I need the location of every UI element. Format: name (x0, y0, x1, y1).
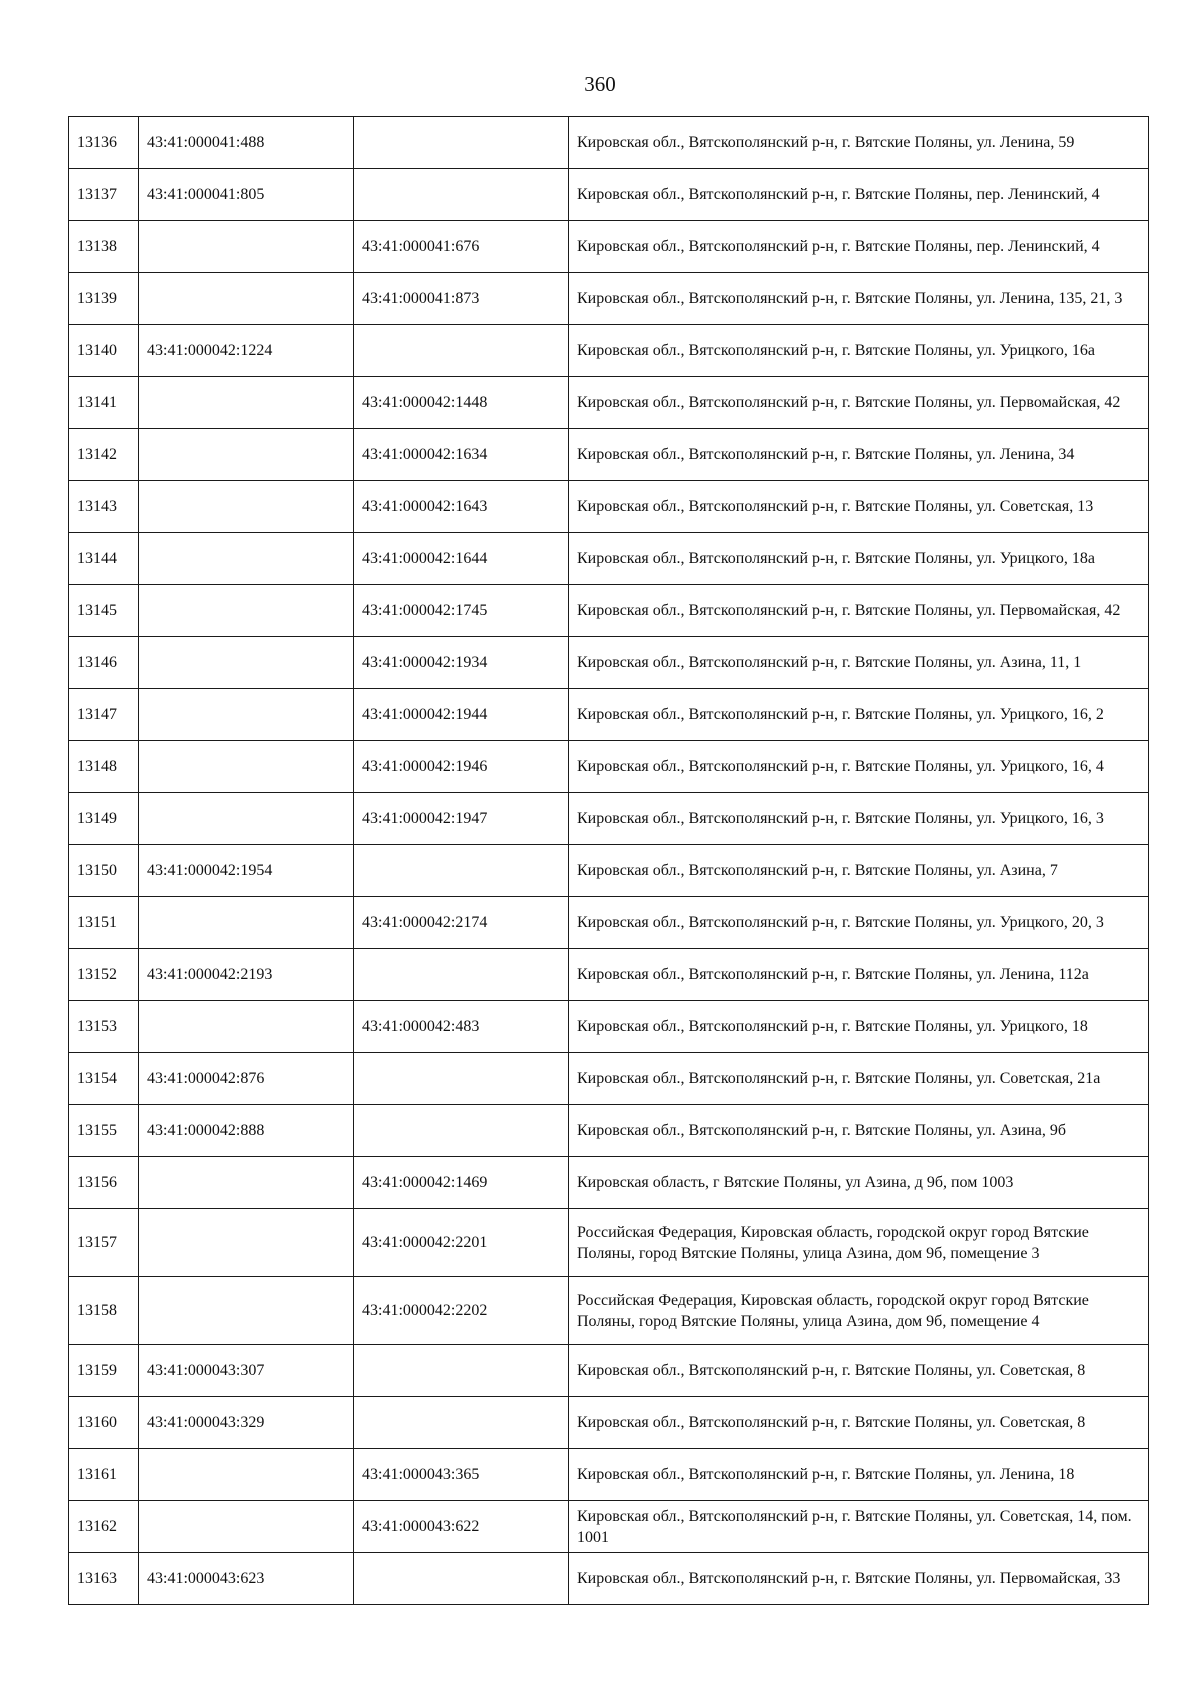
object-cadastral-number-cell (354, 845, 569, 897)
row-number-cell: 13148 (69, 741, 139, 793)
land-cadastral-number-cell (139, 585, 354, 637)
object-cadastral-number-cell: 43:41:000043:365 (354, 1449, 569, 1501)
table-row (69, 949, 1149, 1001)
object-cadastral-number-cell: 43:41:000041:676 (354, 221, 569, 273)
land-cadastral-number-cell (139, 689, 354, 741)
row-number-cell: 13140 (69, 325, 139, 377)
row-number-cell: 13137 (69, 169, 139, 221)
table-row (69, 1501, 1149, 1553)
object-cadastral-number-cell: 43:41:000042:1944 (354, 689, 569, 741)
address-cell: Кировская обл., Вятскополянский р-н, г. Вятские Поляны, пер. Ленинский, 4 (569, 169, 1149, 221)
land-cadastral-number-cell (139, 1157, 354, 1209)
table-row (69, 377, 1149, 429)
table-row (69, 169, 1149, 221)
table-row (69, 585, 1149, 637)
object-cadastral-number-cell: 43:41:000042:1643 (354, 481, 569, 533)
address-cell: Кировская обл., Вятскополянский р-н, г. Вятские Поляны, ул. Азина, 9б (569, 1105, 1149, 1157)
land-cadastral-number-cell: 43:41:000043:329 (139, 1397, 354, 1449)
address-cell: Российская Федерация, Кировская область, городской округ город Вятские Поляны, город Вятские Поляны, улица Азина, дом 9б, помещение 3 (569, 1209, 1149, 1277)
object-cadastral-number-cell: 43:41:000042:1947 (354, 793, 569, 845)
row-number-cell: 13161 (69, 1449, 139, 1501)
object-cadastral-number-cell (354, 169, 569, 221)
row-number-cell: 13158 (69, 1277, 139, 1345)
row-number-cell: 13154 (69, 1053, 139, 1105)
row-number-cell: 13157 (69, 1209, 139, 1277)
row-number-cell: 13162 (69, 1501, 139, 1553)
table-row (69, 793, 1149, 845)
address-cell: Кировская обл., Вятскополянский р-н, г. Вятские Поляны, ул. Первомайская, 42 (569, 377, 1149, 429)
address-cell: Кировская обл., Вятскополянский р-н, г. Вятские Поляны, ул. Первомайская, 33 (569, 1553, 1149, 1605)
address-cell: Кировская обл., Вятскополянский р-н, г. Вятские Поляны, ул. Урицкого, 18 (569, 1001, 1149, 1053)
table-row (69, 897, 1149, 949)
row-number-cell: 13163 (69, 1553, 139, 1605)
address-cell: Кировская обл., Вятскополянский р-н, г. Вятские Поляны, ул. Советская, 8 (569, 1397, 1149, 1449)
object-cadastral-number-cell: 43:41:000042:2201 (354, 1209, 569, 1277)
object-cadastral-number-cell: 43:41:000042:483 (354, 1001, 569, 1053)
object-cadastral-number-cell (354, 325, 569, 377)
address-cell: Кировская обл., Вятскополянский р-н, г. Вятские Поляны, ул. Ленина, 112а (569, 949, 1149, 1001)
object-cadastral-number-cell: 43:41:000042:1946 (354, 741, 569, 793)
row-number-cell: 13142 (69, 429, 139, 481)
land-cadastral-number-cell: 43:41:000043:307 (139, 1345, 354, 1397)
object-cadastral-number-cell: 43:41:000042:1934 (354, 637, 569, 689)
row-number-cell: 13143 (69, 481, 139, 533)
row-number-cell: 13139 (69, 273, 139, 325)
address-cell: Кировская обл., Вятскополянский р-н, г. Вятские Поляны, ул. Урицкого, 16, 3 (569, 793, 1149, 845)
object-cadastral-number-cell (354, 1553, 569, 1605)
table-row (69, 845, 1149, 897)
object-cadastral-number-cell: 43:41:000042:1448 (354, 377, 569, 429)
table-row (69, 741, 1149, 793)
object-cadastral-number-cell (354, 1345, 569, 1397)
table-row (69, 1277, 1149, 1345)
registry-table (68, 116, 1149, 1605)
row-number-cell: 13146 (69, 637, 139, 689)
object-cadastral-number-cell: 43:41:000043:622 (354, 1501, 569, 1553)
address-cell: Кировская обл., Вятскополянский р-н, г. Вятские Поляны, ул. Ленина, 135, 21, 3 (569, 273, 1149, 325)
table-row (69, 1001, 1149, 1053)
row-number-cell: 13144 (69, 533, 139, 585)
object-cadastral-number-cell (354, 949, 569, 1001)
address-cell: Кировская обл., Вятскополянский р-н, г. Вятские Поляны, ул. Урицкого, 18а (569, 533, 1149, 585)
land-cadastral-number-cell (139, 1001, 354, 1053)
land-cadastral-number-cell (139, 273, 354, 325)
object-cadastral-number-cell: 43:41:000042:1634 (354, 429, 569, 481)
land-cadastral-number-cell: 43:41:000042:888 (139, 1105, 354, 1157)
address-cell: Кировская обл., Вятскополянский р-н, г. Вятские Поляны, пер. Ленинский, 4 (569, 221, 1149, 273)
row-number-cell: 13160 (69, 1397, 139, 1449)
object-cadastral-number-cell (354, 117, 569, 169)
land-cadastral-number-cell (139, 533, 354, 585)
address-cell: Российская Федерация, Кировская область, городской округ город Вятские Поляны, город Вятские Поляны, улица Азина, дом 9б, помещение 4 (569, 1277, 1149, 1345)
object-cadastral-number-cell: 43:41:000042:1745 (354, 585, 569, 637)
land-cadastral-number-cell (139, 221, 354, 273)
row-number-cell: 13152 (69, 949, 139, 1001)
row-number-cell: 13145 (69, 585, 139, 637)
land-cadastral-number-cell (139, 429, 354, 481)
table-row (69, 325, 1149, 377)
table-row (69, 637, 1149, 689)
address-cell: Кировская обл., Вятскополянский р-н, г. Вятские Поляны, ул. Урицкого, 16а (569, 325, 1149, 377)
address-cell: Кировская обл., Вятскополянский р-н, г. Вятские Поляны, ул. Первомайская, 42 (569, 585, 1149, 637)
address-cell: Кировская обл., Вятскополянский р-н, г. Вятские Поляны, ул. Советская, 8 (569, 1345, 1149, 1397)
table-row (69, 1345, 1149, 1397)
address-cell: Кировская обл., Вятскополянский р-н, г. Вятские Поляны, ул. Советская, 14, пом. 1001 (569, 1501, 1149, 1553)
land-cadastral-number-cell: 43:41:000042:1224 (139, 325, 354, 377)
object-cadastral-number-cell: 43:41:000041:873 (354, 273, 569, 325)
table-row (69, 533, 1149, 585)
land-cadastral-number-cell (139, 741, 354, 793)
address-cell: Кировская обл., Вятскополянский р-н, г. Вятские Поляны, ул. Ленина, 18 (569, 1449, 1149, 1501)
land-cadastral-number-cell (139, 1209, 354, 1277)
table-row (69, 429, 1149, 481)
address-cell: Кировская обл., Вятскополянский р-н, г. Вятские Поляны, ул. Советская, 13 (569, 481, 1149, 533)
land-cadastral-number-cell: 43:41:000041:805 (139, 169, 354, 221)
land-cadastral-number-cell (139, 1277, 354, 1345)
address-cell: Кировская обл., Вятскополянский р-н, г. Вятские Поляны, ул. Ленина, 59 (569, 117, 1149, 169)
table-row (69, 117, 1149, 169)
row-number-cell: 13149 (69, 793, 139, 845)
table-row (69, 221, 1149, 273)
table-row (69, 273, 1149, 325)
object-cadastral-number-cell: 43:41:000042:1469 (354, 1157, 569, 1209)
land-cadastral-number-cell (139, 1449, 354, 1501)
row-number-cell: 13138 (69, 221, 139, 273)
table-row (69, 1449, 1149, 1501)
land-cadastral-number-cell (139, 793, 354, 845)
land-cadastral-number-cell (139, 897, 354, 949)
land-cadastral-number-cell: 43:41:000042:2193 (139, 949, 354, 1001)
object-cadastral-number-cell (354, 1053, 569, 1105)
object-cadastral-number-cell (354, 1105, 569, 1157)
address-cell: Кировская обл., Вятскополянский р-н, г. Вятские Поляны, ул. Ленина, 34 (569, 429, 1149, 481)
row-number-cell: 13136 (69, 117, 139, 169)
row-number-cell: 13141 (69, 377, 139, 429)
land-cadastral-number-cell (139, 637, 354, 689)
address-cell: Кировская обл., Вятскополянский р-н, г. Вятские Поляны, ул. Урицкого, 16, 2 (569, 689, 1149, 741)
table-row (69, 1397, 1149, 1449)
object-cadastral-number-cell: 43:41:000042:2174 (354, 897, 569, 949)
table-row (69, 1105, 1149, 1157)
row-number-cell: 13153 (69, 1001, 139, 1053)
address-cell: Кировская обл., Вятскополянский р-н, г. Вятские Поляны, ул. Урицкого, 20, 3 (569, 897, 1149, 949)
row-number-cell: 13151 (69, 897, 139, 949)
address-cell: Кировская область, г Вятские Поляны, ул Азина, д 9б, пом 1003 (569, 1157, 1149, 1209)
table-row (69, 1053, 1149, 1105)
page-number: 360 (584, 72, 616, 96)
object-cadastral-number-cell (354, 1397, 569, 1449)
land-cadastral-number-cell: 43:41:000043:623 (139, 1553, 354, 1605)
row-number-cell: 13156 (69, 1157, 139, 1209)
address-cell: Кировская обл., Вятскополянский р-н, г. Вятские Поляны, ул. Азина, 7 (569, 845, 1149, 897)
row-number-cell: 13147 (69, 689, 139, 741)
object-cadastral-number-cell: 43:41:000042:1644 (354, 533, 569, 585)
address-cell: Кировская обл., Вятскополянский р-н, г. Вятские Поляны, ул. Советская, 21а (569, 1053, 1149, 1105)
table-row (69, 481, 1149, 533)
land-cadastral-number-cell: 43:41:000042:1954 (139, 845, 354, 897)
table-row (69, 1157, 1149, 1209)
land-cadastral-number-cell: 43:41:000042:876 (139, 1053, 354, 1105)
land-cadastral-number-cell (139, 377, 354, 429)
row-number-cell: 13155 (69, 1105, 139, 1157)
address-cell: Кировская обл., Вятскополянский р-н, г. Вятские Поляны, ул. Урицкого, 16, 4 (569, 741, 1149, 793)
object-cadastral-number-cell: 43:41:000042:2202 (354, 1277, 569, 1345)
land-cadastral-number-cell (139, 481, 354, 533)
registry-table-body (69, 117, 1149, 1605)
table-row (69, 689, 1149, 741)
land-cadastral-number-cell: 43:41:000041:488 (139, 117, 354, 169)
table-row (69, 1553, 1149, 1605)
table-row (69, 1209, 1149, 1277)
address-cell: Кировская обл., Вятскополянский р-н, г. Вятские Поляны, ул. Азина, 11, 1 (569, 637, 1149, 689)
row-number-cell: 13150 (69, 845, 139, 897)
land-cadastral-number-cell (139, 1501, 354, 1553)
row-number-cell: 13159 (69, 1345, 139, 1397)
